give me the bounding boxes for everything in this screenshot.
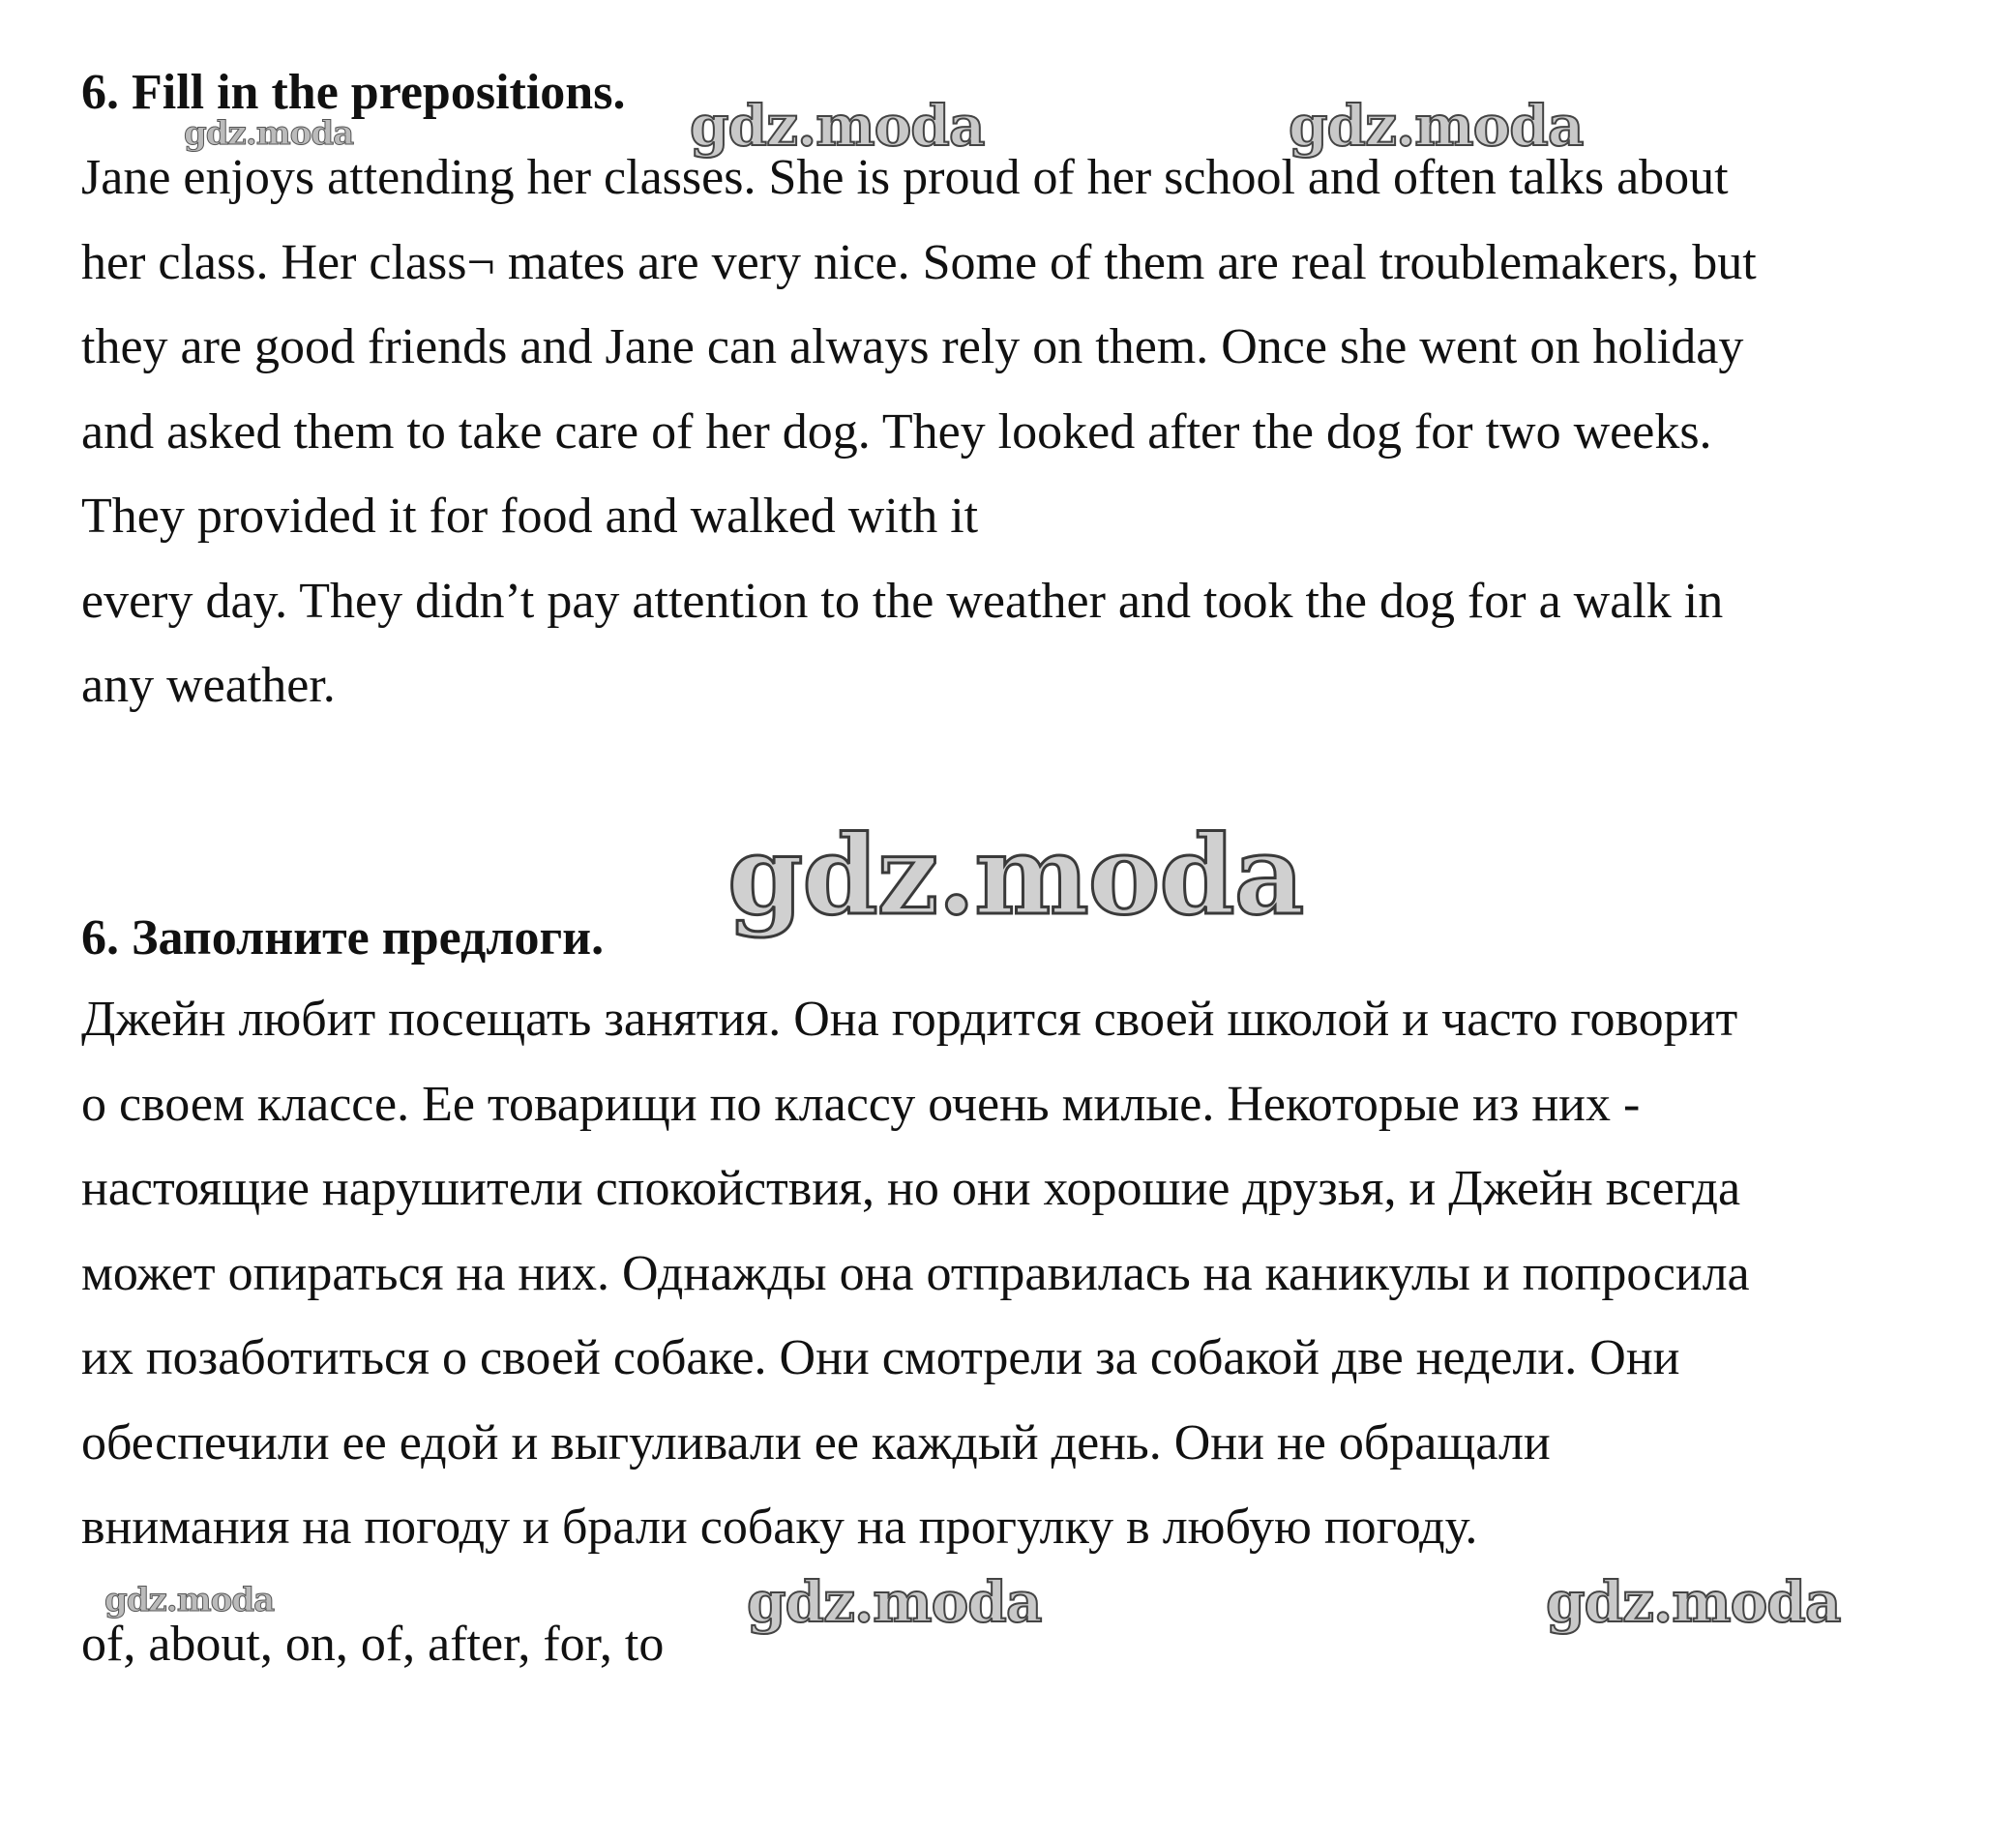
russian-heading: 6. Заполните предлоги. <box>81 910 605 966</box>
watermark: gdz.moda <box>727 813 1304 939</box>
english-heading: 6. Fill in the prepositions. <box>81 65 626 120</box>
english-line: any weather. <box>81 658 336 713</box>
watermark: gdz.moda <box>104 1581 275 1619</box>
english-line: they are good friends and Jane can always rely on them. Once she went on holiday <box>81 319 1744 374</box>
watermark: gdz.moda <box>747 1569 1042 1635</box>
russian-line: внимания на погоду и брали собаку на прогулку в любую погоду. <box>81 1500 1478 1555</box>
english-line: They provided it for food and walked with it <box>81 489 979 544</box>
russian-line: настоящие нарушители спокойствия, но они хорошие друзья, и Джейн всегда <box>81 1161 1741 1216</box>
russian-paragraph <box>81 977 1977 1570</box>
russian-line: может опираться на них. Однажды она отправилась на каникулы и попросила <box>81 1245 1750 1301</box>
english-line: and asked them to take care of her dog. They looked after the dog for two weeks. <box>81 403 1712 460</box>
english-line: Jane enjoys attending her classes. She is proud of her school and often talks about <box>81 150 1729 205</box>
english-line: every day. They didn’t pay attention to the weather and took the dog for a walk in <box>81 573 1724 629</box>
russian-line: Джейн любит посещать занятия. Она гордится своей школой и часто говорит <box>81 992 1738 1047</box>
answer-list: of, about, on, of, after, for, to <box>81 1617 665 1672</box>
english-line: her class. Her class¬ mates are very nice. Some of them are real troublemakers, but <box>81 234 1757 290</box>
english-paragraph <box>81 135 1977 728</box>
watermark: gdz.moda <box>690 93 985 159</box>
russian-line: обеспечили ее едой и выгуливали ее каждый день. Они не обращали <box>81 1414 1551 1471</box>
watermark: gdz.moda <box>1289 93 1584 159</box>
watermark: gdz.moda <box>184 114 354 153</box>
russian-line: о своем классе. Ее товарищи по классу очень милые. Некоторые из них - <box>81 1076 1641 1132</box>
russian-line: их позаботиться о своей собаке. Они смотрели за собакой две недели. Они <box>81 1330 1680 1385</box>
watermark: gdz.moda <box>1546 1569 1841 1635</box>
